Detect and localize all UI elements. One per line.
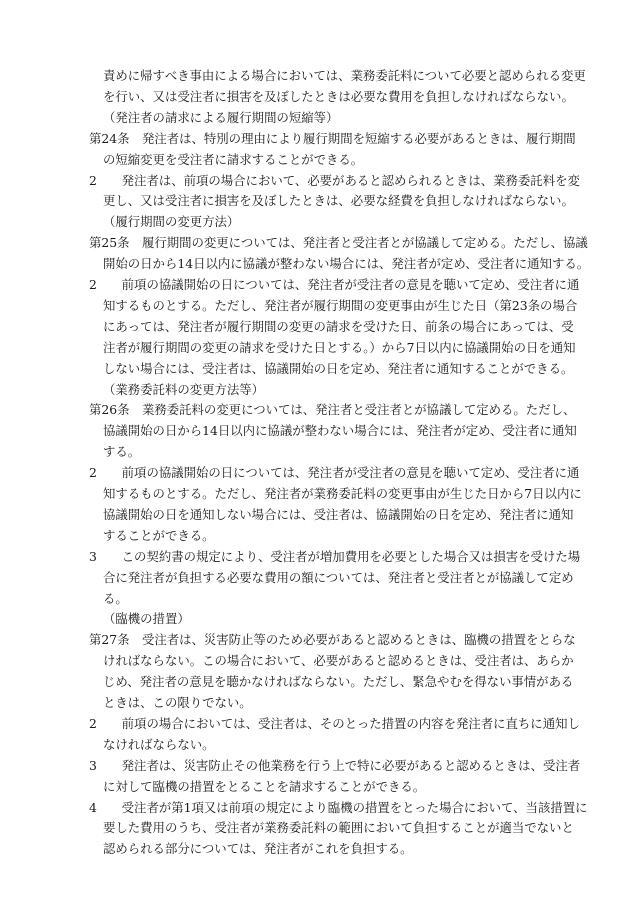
article-25-line: 第25条 履行期間の変更については、発注者と受注者とが協議して定める。ただし、協議 (89, 235, 588, 251)
text-line: 更し、又は受注者に損害を及ぼしたときは、必要な経費を負担しなければならない。 (103, 193, 574, 209)
text-line: じめ、発注者の意見を聴かなければならない。ただし、緊急やむを得ない事情がある (103, 674, 574, 690)
text-line: 責めに帰すべき事由による場合においては、業務委託料について必要と認められる変更 (103, 68, 586, 83)
text-line: 合に発注者が負担する必要な費用の額については、発注者と受注者とが協議して定め (103, 569, 574, 585)
text-line: ときは、この限りでない。 (103, 695, 252, 710)
paragraph-line: 3 この契約書の規定により、受注者が増加費用を必要とした場合又は損害を受けた場 (89, 548, 581, 564)
text-line: ければならない。この場合において、必要があると認めるときは、受注者は、あらか (103, 653, 574, 669)
text-line: の短縮変更を受注者に請求することができる。 (103, 151, 364, 167)
text-line: る。 (103, 590, 128, 606)
paragraph-line: 2 前項の協議開始の日については、発注者が受注者の意見を聴いて定め、受注者に通 (89, 465, 580, 481)
paragraph-line: 4 受注者が第1項又は前項の規定により臨機の措置をとった場合において、当該措置に (89, 799, 588, 815)
text-line: 開始の日から14日以内に協議が整わない場合には、発注者が定め、受注者に通知する。 (103, 256, 590, 272)
article-24-line: 第24条 発注者は、特別の理由により履行期間を短縮する必要があるときは、履行期間 (89, 130, 576, 146)
paragraph-line: 3 発注者は、災害防止その他業務を行う上で特に必要があると認めるときは、受注者 (89, 757, 581, 773)
article-26-line: 第26条 業務委託料の変更については、発注者と受注者とが協議して定める。ただし、 (89, 402, 576, 418)
text-line: に対して臨機の措置をとることを請求することができる。 (103, 778, 426, 794)
text-line: しない場合には、受注者は、協議開始の日を定め、発注者に通知することができる。 (103, 360, 574, 376)
section-heading: （業務委託料の変更方法等） (103, 381, 265, 397)
article-27-line: 第27条 受注者は、災害防止等のため必要があると認めるときは、臨機の措置をとらな (89, 632, 576, 648)
text-line: 認められる部分については、発注者がこれを負担する。 (103, 841, 413, 857)
text-line: なければならない。 (103, 736, 215, 752)
text-line: 知するものとする。ただし、発注者が業務委託料の変更事由が生じた日から7日以内に (103, 486, 582, 501)
text-line: 注者が履行期間の変更の請求を受けた日とする。）から7日以内に協議開始の日を通知 (103, 339, 576, 355)
text-line: 協議開始の日を通知しない場合には、受注者は、協議開始の日を定め、発注者に通知 (103, 506, 574, 522)
section-heading: （臨機の措置） (103, 611, 190, 627)
paragraph-line: 2 発注者は、前項の場合において、必要があると認められるときは、業務委託料を変 (89, 172, 580, 188)
text-line: を行い、又は受注者に損害を及ぼしたときは必要な費用を負担しなければならない。 (103, 88, 574, 104)
paragraph-line: 2 前項の場合においては、受注者は、そのとった措置の内容を発注者に直ちに通知し (89, 715, 580, 731)
text-line: 要した費用のうち、受注者が業務委託料の範囲において負担することが適当でないと (103, 820, 574, 836)
section-heading: （発注者の請求による履行期間の短縮等） (103, 109, 339, 125)
text-line: 知するものとする。ただし、発注者が履行期間の変更事由が生じた日（第23条の場合 (103, 297, 578, 313)
text-line: にあっては、発注者が履行期間の変更の請求を受けた日、前条の場合にあっては、受 (103, 318, 574, 334)
text-line: することができる。 (103, 527, 215, 543)
text-line: する。 (103, 444, 141, 460)
paragraph-line: 2 前項の協議開始の日については、発注者が受注者の意見を聴いて定め、受注者に通 (89, 277, 580, 292)
section-heading: （履行期間の変更方法） (103, 214, 240, 230)
text-line: 協議開始の日から14日以内に協議が整わない場合には、発注者が定め、受注者に通知 (103, 423, 577, 439)
